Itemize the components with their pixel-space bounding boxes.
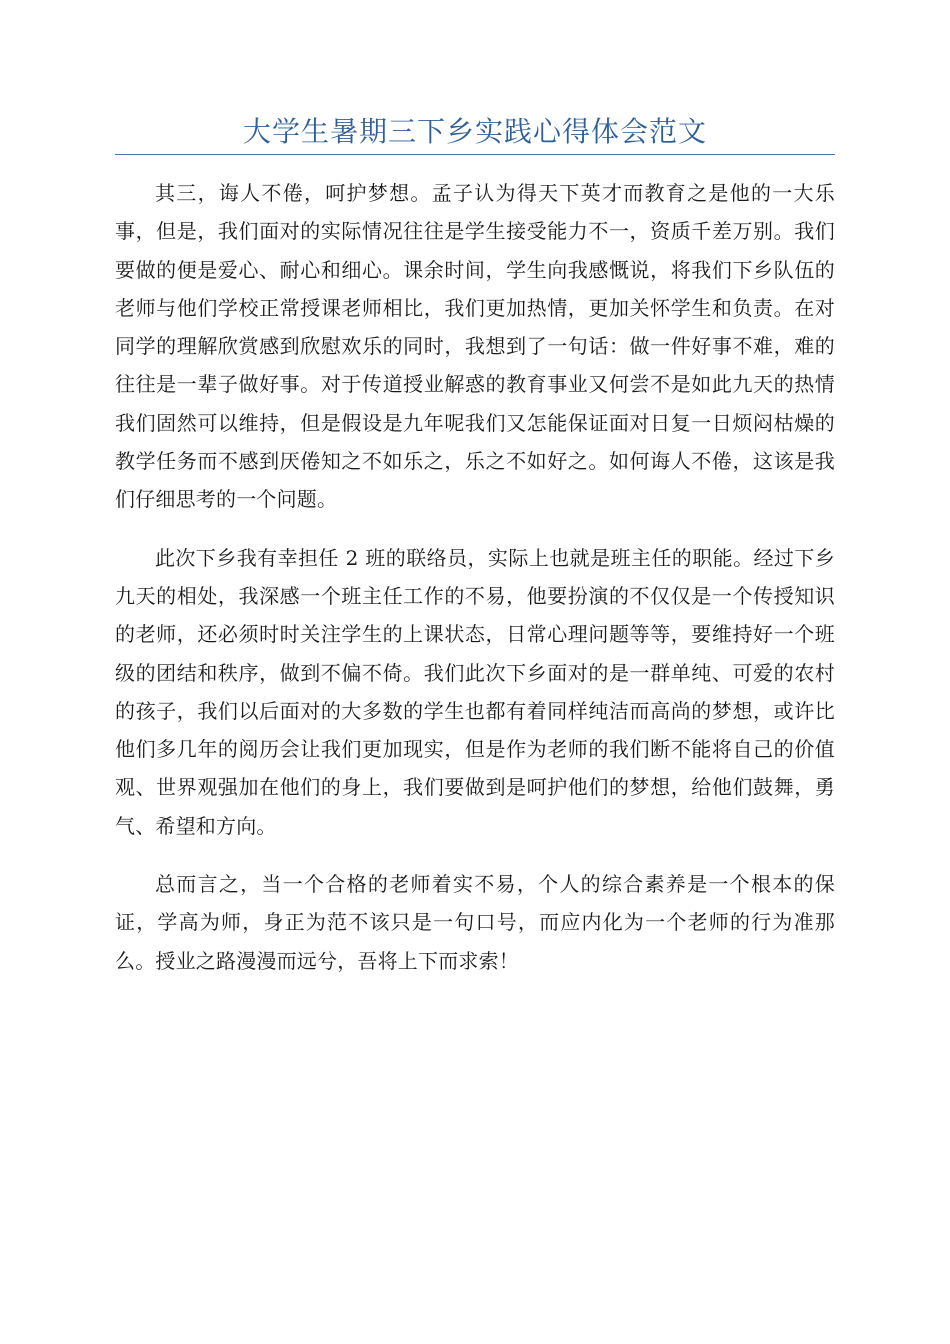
- paragraph-1: 其三，诲人不倦，呵护梦想。孟子认为得天下英才而教育之是他的一大乐事，但是，我们面对的实际情况往往是学生接受能力不一，资质千差万别。我们要做的便是爱心、耐心和细心。课余时间，学生向我感慨说，将我们下乡队伍的老师与他们学校正常授课老师相比，我们更加热情，更加关怀学生和负责。在对同学的理解欣赏感到欣慰欢乐的同时，我想到了一句话：做一件好事不难，难的往往是一辈子做好事。对于传道授业解惑的教育事业又何尝不是如此九天的热情我们固然可以维持，但是假设是九年呢我们又怎能保证面对日复一日烦闷枯燥的教学任务而不感到厌倦知之不如乐之，乐之不如好之。如何诲人不倦，这该是我们仔细思考的一个问题。: [115, 181, 835, 512]
- paragraph-3: 总而言之，当一个合格的老师着实不易，个人的综合素养是一个根本的保证，学高为师，身正为范不该只是一句口号，而应内化为一个老师的行为准那么。授业之路漫漫而远兮，吾将上下而求索！: [115, 872, 835, 973]
- paragraph-2: 此次下乡我有幸担任 2 班的联络员，实际上也就是班主任的职能。经过下乡九天的相处，我深感一个班主任工作的不易，他要扮演的不仅仅是一个传授知识的老师，还必须时时关注学生的上课状态，日常心理问题等等，要维持好一个班级的团结和秩序，做到不偏不倚。我们此次下乡面对的是一群单纯、可爱的农村的孩子，我们以后面对的大多数的学生也都有着同样纯洁而高尚的梦想，或许比他们多几年的阅历会让我们更加现实，但是作为老师的我们断不能将自己的价值观、世界观强加在他们的身上，我们要做到是呵护他们的梦想，给他们鼓舞，勇气、希望和方向。: [115, 545, 835, 838]
- document-body: [115, 174, 835, 1000]
- page-title: 大学生暑期三下乡实践心得体会范文: [242, 115, 707, 148]
- title-divider: [115, 154, 835, 155]
